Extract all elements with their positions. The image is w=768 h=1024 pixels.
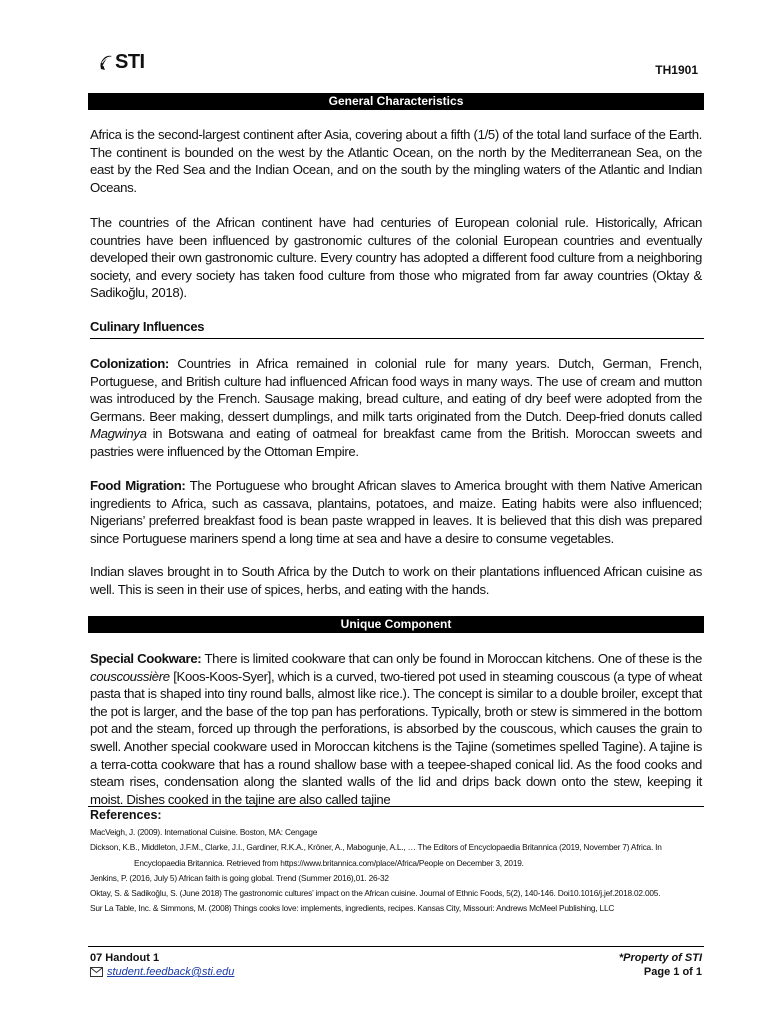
colonization-text-b: in Botswana and eating of oatmeal for breakfast came from the British. Moroccan sweets and pastries were influenced by the Ottoman Empire. bbox=[90, 426, 702, 459]
special-cookware-text-a: There is limited cookware that can only be found in Moroccan kitchens. One of these is the bbox=[201, 651, 702, 666]
general-paragraph-1: Africa is the second-largest continent after Asia, covering about a fifth (1/5) of the total land surface of the Earth. The continent is bounded on the west by the Atlantic Ocean, on the north by the Mediterranean Sea, on the east by the Red Sea and the Indian Ocean, and on the south by the mingling waters of the Atlantic and Indian Oceans. bbox=[90, 127, 702, 195]
envelope-icon bbox=[90, 967, 103, 977]
food-migration-text: The Portuguese who brought African slaves to America brought with them Native American ingredients to Africa, such as cassava, plantains, potatoes, and maize. Eating habits were also influenced; Nigerians’ preferred breakfast food is bean paste wrapped in leaves. It is believed that this dish was prepared since Portuguese mariners spend a long time at sea and have a desire to consume vegetables. bbox=[90, 478, 702, 546]
email-link[interactable]: student.feedback@sti.edu bbox=[107, 966, 235, 978]
magwinya-term: Magwinya bbox=[90, 426, 147, 442]
couscoussiere-term: couscoussière bbox=[90, 668, 170, 684]
reference-item: MacVeigh, J. (2009). International Cuisine. Boston, MA: Cengage bbox=[90, 827, 318, 837]
colonization-text-a: Countries in Africa remained in colonial rule for many years. Dutch, German, French, Portuguese, and British culture had influenced African food ways in many ways. The use of cream and mutton was introduced by the French. Sausage making, bread culture, and eating of dry beef were adopted from the Germans. Beer making, dessert dumplings, and milk tarts originated from the Dutch. Deep-fried donuts called bbox=[90, 356, 702, 424]
footer-left bbox=[90, 951, 234, 979]
reference-item: Jenkins, P. (2016, July 5) African faith is going global. Trend (Summer 2016),01. 26-32 bbox=[90, 872, 389, 883]
document-code: TH1901 bbox=[655, 63, 698, 77]
feedback-email bbox=[90, 965, 234, 979]
references-divider bbox=[88, 806, 704, 807]
general-paragraph-2: The countries of the African continent have had centuries of European colonial rule. Historically, African countries have been influenced by gastronomic cultures of the colonial European countries and eventually developed their own gastronomic culture. Every country has adopted a different food culture from a neighboring society, and every society has taken food culture from those who migrated from far away countries (Oktay & Sadikoğlu, 2018). bbox=[90, 215, 702, 301]
sti-swoosh-icon bbox=[98, 54, 114, 72]
special-cookware-label: Special Cookware: bbox=[90, 651, 202, 666]
food-migration-paragraph bbox=[90, 477, 702, 547]
reference-item: Dickson, K.B., Middleton, J.F.M., Clarke, J.I., Gardiner, R.K.A., Kröner, A., Mabogunje, A.L., … The Editors of Encyclopaedia Britannica (2019, November 7) Africa. In Encyclopaedia Britannica. Retrieved from https://www.britannica.com/place/Africa/People on December 3, 2019. bbox=[90, 842, 662, 868]
section-title-general: General Characteristics bbox=[88, 93, 704, 110]
property-label: *Property of STI bbox=[618, 952, 702, 964]
sti-logo bbox=[98, 51, 145, 74]
page-number: Page 1 of 1 bbox=[643, 966, 702, 978]
section-title-unique: Unique Component bbox=[88, 616, 704, 633]
footer-right bbox=[619, 951, 702, 979]
handout-label: 07 Handout 1 bbox=[90, 952, 160, 964]
special-cookware-paragraph bbox=[90, 650, 702, 808]
reference-item: Sur La Table, Inc. & Simmons, M. (2008) Things cooks love: implements, ingredients, recipes. Kansas City, Missouri: Andrews McMeel Publishing, LLC bbox=[90, 903, 615, 914]
colonization-paragraph bbox=[90, 355, 702, 461]
culinary-influences-heading: Culinary Influences bbox=[90, 319, 704, 339]
logo-text: STI bbox=[115, 51, 145, 73]
footer-divider bbox=[88, 946, 704, 947]
references-heading: References: bbox=[90, 808, 162, 822]
reference-item: Oktay, S. & Sadikoğlu, S. (June 2018) The gastronomic cultures’ impact on the African cuisine. Journal of Ethnic Foods, 5(2), 140-146. Doi10.1016/j.jef.2018.02.005. bbox=[90, 888, 661, 899]
food-migration-label: Food Migration: bbox=[90, 478, 186, 493]
special-cookware-text-b: [Koos-Koos-Syer], which is a curved, two-tiered pot used in steaming couscous (a type of wheat pasta that is shaped into tiny round balls, almost like rice.). The concept is similar to a double broiler, except that the pot is larger, and the base of the top pan has perforations. Typically, broth or stew is simmered in the bottom pot and the steam, forced up through the perforations, is absorbed by the couscous, which causes the grain to swell. Another special cookware used in Moroccan kitchens is the Tajine (sometimes spelled Tagine). A tajine is a terra-cotta cookware that has a round shallow base with a teepee-shaped conical lid. As the food cooks and steam rises, condensation along the slanted walls of the lid and drips back down onto the stew, keeping it moist. Dishes cooked in the tajine are also called tajine bbox=[90, 668, 702, 807]
indian-slaves-paragraph: Indian slaves brought in to South Africa by the Dutch to work on their plantations influenced African cuisine as well. This is seen in their use of spices, herbs, and eating with the hands. bbox=[90, 564, 702, 597]
colonization-label: Colonization: bbox=[90, 356, 169, 371]
references-list bbox=[90, 825, 706, 917]
